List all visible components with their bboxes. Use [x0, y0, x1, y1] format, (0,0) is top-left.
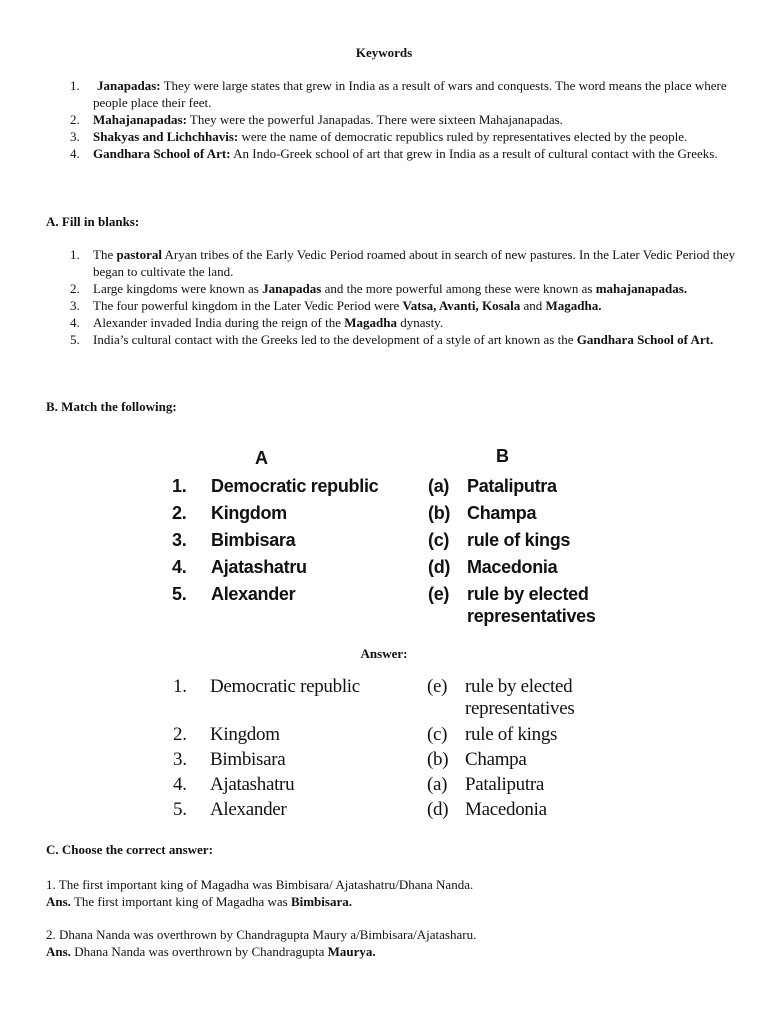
answer-line	[46, 893, 736, 910]
keyword-term: Gandhara School of Art:	[93, 146, 231, 161]
answer-text: pastoral	[116, 247, 162, 262]
section-a-heading: A. Fill in blanks:	[46, 214, 140, 229]
section-c-heading: C. Choose the correct answer:	[46, 842, 213, 857]
ans-label: Ans.	[46, 944, 71, 959]
item-number: 5.	[70, 332, 80, 347]
row-number: 5.	[172, 584, 187, 604]
item-a: Ajatashatru	[210, 774, 295, 795]
fill-blank-item	[46, 314, 736, 331]
fill-blank-item	[46, 331, 736, 348]
item-b: rule by elected	[467, 584, 589, 604]
item-number: 4.	[70, 315, 80, 330]
ans-bold: Bimbisara.	[290, 894, 352, 909]
page-title: Keywords	[355, 45, 413, 60]
answer-text: Magadha.	[545, 298, 602, 313]
item-a: Democratic republic	[210, 676, 360, 697]
text-run: Large kingdoms were known as	[93, 281, 263, 296]
text-run: dynasty.	[396, 315, 444, 330]
keyword-item	[46, 111, 736, 128]
row-number: 4.	[172, 557, 187, 577]
answer-text: mahajanapadas.	[595, 281, 688, 296]
item-b: rule of kings	[467, 530, 571, 550]
answer-line	[46, 943, 736, 960]
item-letter: (d)	[427, 799, 449, 820]
question-text: 1. The first important king of Magadha was Bimbisara/ Ajatashatru/Dhana Nanda.	[46, 877, 474, 892]
item-number: 4.	[70, 146, 80, 161]
item-a: Ajatashatru	[211, 557, 307, 577]
row-number: 3.	[173, 749, 187, 770]
item-number: 3.	[70, 298, 80, 313]
text-run: and	[520, 298, 546, 313]
item-b: Champa	[465, 749, 527, 770]
text-run: Alexander invaded India during the reign of the	[93, 315, 345, 330]
keyword-item	[46, 77, 736, 111]
text-run: India’s cultural contact with the Greeks led to the development of a style of art known as the	[93, 332, 577, 347]
text-run: The four powerful kingdom in the Later Vedic Period were	[93, 298, 403, 313]
row-number: 1.	[173, 676, 187, 697]
item-letter: (d)	[428, 557, 451, 577]
item-b: rule by elected	[465, 676, 573, 697]
match-question-table	[0, 448, 768, 628]
item-letter: (a)	[427, 774, 448, 795]
row-number: 3.	[172, 530, 187, 550]
item-b-continued: representatives	[465, 698, 575, 719]
item-a: Bimbisara	[210, 749, 286, 770]
row-number: 5.	[173, 799, 187, 820]
ans-text: The first important king of Magadha was	[70, 894, 291, 909]
item-letter: (c)	[428, 530, 450, 550]
item-b: Macedonia	[467, 557, 558, 577]
item-b: rule of kings	[465, 724, 558, 745]
item-a: Alexander	[211, 584, 296, 604]
keyword-text: An Indo-Greek school of art that grew in India as a result of cultural contact with the Greeks.	[230, 146, 718, 161]
item-letter: (c)	[427, 724, 448, 745]
mcq-item	[46, 876, 736, 910]
item-letter: (b)	[427, 749, 449, 770]
item-letter: (e)	[428, 584, 450, 604]
keyword-text: They were the powerful Janapadas. There were sixteen Mahajanapadas.	[186, 112, 563, 127]
keyword-text: were the name of democratic republics ruled by representatives elected by the people.	[238, 129, 688, 144]
item-number: 1.	[70, 78, 80, 93]
ans-label: Ans.	[46, 894, 71, 909]
item-b: Macedonia	[465, 799, 547, 820]
ans-text: Dhana Nanda was overthrown by Chandragupta	[70, 944, 328, 959]
item-number: 2.	[70, 112, 80, 127]
row-number: 2.	[173, 724, 187, 745]
item-b: Pataliputra	[467, 476, 557, 496]
keyword-item	[46, 128, 736, 145]
section-b-heading: B. Match the following:	[46, 399, 177, 414]
item-b: Pataliputra	[465, 774, 545, 795]
row-number: 2.	[172, 503, 187, 523]
keyword-text: They were large states that grew in India as a result of wars and conquests. The word means the place where people place their feet.	[93, 78, 727, 110]
answer-text: Magadha	[344, 315, 397, 330]
ans-bold: Maurya.	[327, 944, 376, 959]
column-b-header: B	[496, 446, 509, 466]
text-run: Aryan tribes of the Early Vedic Period roamed about in search of new pastures. In the Later Vedic Period they began to cultivate the land.	[93, 247, 736, 279]
keyword-term: Janapadas:	[97, 78, 161, 93]
item-number: 1.	[70, 247, 80, 262]
keyword-item	[46, 145, 736, 162]
item-number: 3.	[70, 129, 80, 144]
item-letter: (e)	[427, 676, 448, 697]
fill-blanks-list	[46, 246, 736, 348]
text-run: and the more powerful among these were known as	[321, 281, 596, 296]
keyword-term: Mahajanapadas:	[93, 112, 187, 127]
keywords-list	[46, 77, 736, 162]
fill-blank-item	[46, 297, 736, 314]
item-letter: (b)	[428, 503, 451, 523]
keyword-term: Shakyas and Lichchhavis:	[93, 129, 239, 144]
item-a: Kingdom	[210, 724, 280, 745]
fill-blank-item	[46, 246, 736, 280]
item-number: 2.	[70, 281, 80, 296]
match-answer-table	[0, 676, 768, 826]
item-a: Bimbisara	[211, 530, 296, 550]
text-run: The	[93, 247, 117, 262]
question-text: 2. Dhana Nanda was overthrown by Chandragupta Maury a/Bimbisara/Ajatasharu.	[46, 927, 477, 942]
item-a: Kingdom	[211, 503, 287, 523]
row-number: 4.	[173, 774, 187, 795]
item-letter: (a)	[428, 476, 450, 496]
column-a-header: A	[255, 448, 268, 468]
item-a: Alexander	[210, 799, 287, 820]
answer-text: Gandhara School of Art.	[576, 332, 714, 347]
item-b-continued: representatives	[467, 606, 596, 626]
answer-text: Vatsa, Avanti, Kosala	[402, 298, 521, 313]
item-b: Champa	[467, 503, 537, 523]
fill-blank-item	[46, 280, 736, 297]
answer-label: Answer:	[360, 646, 408, 661]
mcq-item	[46, 926, 736, 960]
answer-text: Janapadas	[262, 281, 322, 296]
row-number: 1.	[172, 476, 187, 496]
item-a: Democratic republic	[211, 476, 379, 496]
